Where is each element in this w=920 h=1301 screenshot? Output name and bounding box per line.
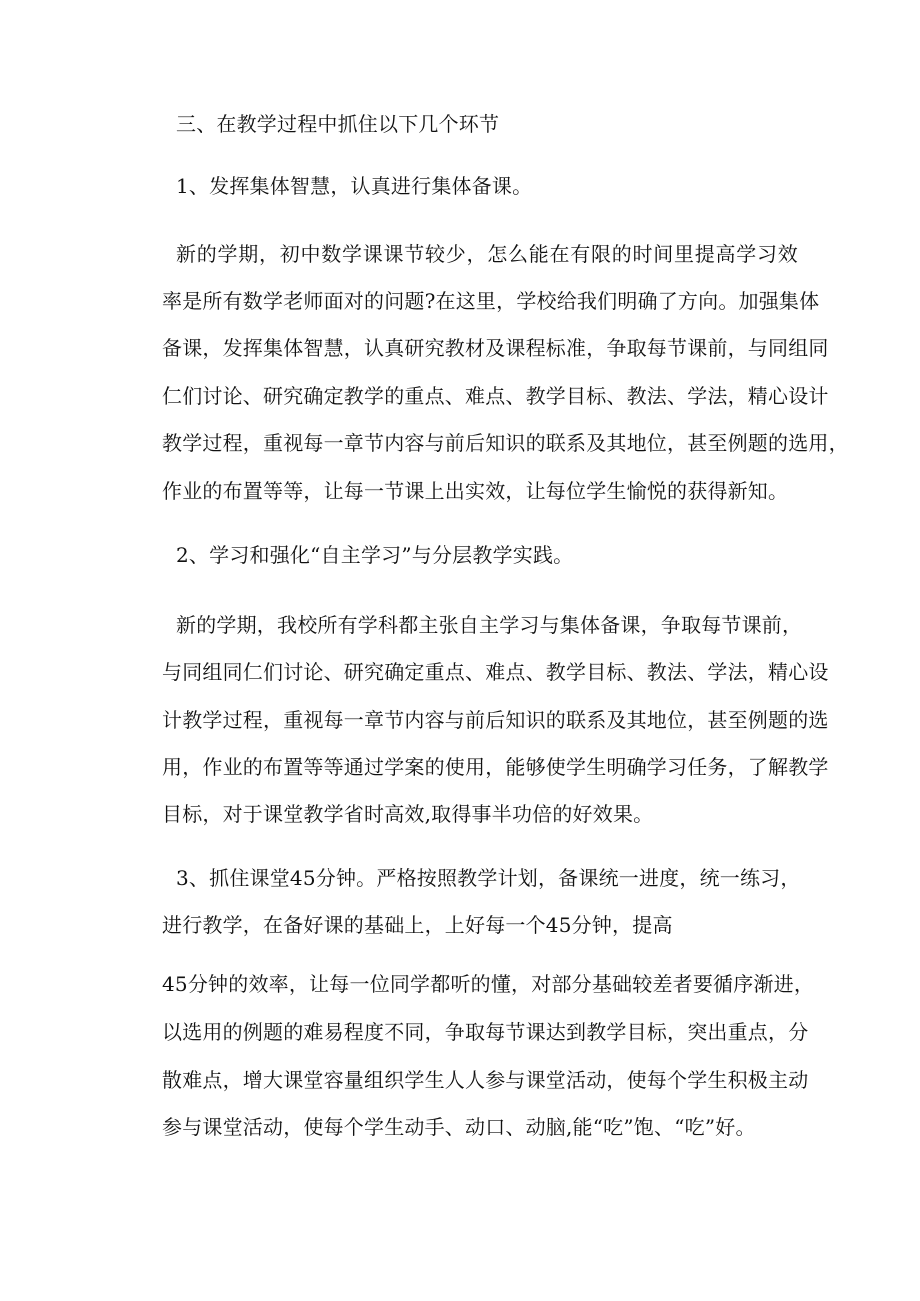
section-1-paragraph-line: 作业的布置等等，让每一节课上出实效，让每位学生愉悦的获得新知。 <box>162 479 789 503</box>
section-3-paragraph-line: 散难点，增大课堂容量组织学生人人参与课堂活动，使每个学生积极主动 <box>162 1068 809 1092</box>
section-2-paragraph-line: 与同组同仁们讨论、研究确定重点、难点、教学目标、教法、学法，精心设 <box>162 660 829 684</box>
section-1-paragraph-line: 仁们讨论、研究确定教学的重点、难点、教学目标、教法、学法，精心设计 <box>162 384 829 408</box>
section-2-title: 2、学习和强化“自主学习”与分层教学实践。 <box>176 543 574 567</box>
section-3-paragraph-line: 参与课堂活动，使每个学生动手、动口、动脑,能“吃”饱、“吃”好。 <box>162 1115 756 1139</box>
section-2-paragraph-line: 目标，对于课堂教学省时高效,取得事半功倍的好效果。 <box>162 802 654 826</box>
section-1-paragraph-line: 新的学期，初中数学课课节较少，怎么能在有限的时间里提高学习效 <box>176 242 798 266</box>
section-1-paragraph-line: 率是所有数学老师面对的问题?在这里，学校给我们明确了方向。加强集体 <box>162 289 820 313</box>
section-3-title-line: 3、抓住课堂45分钟。严格按照教学计划，备课统一进度，统一练习， <box>176 866 801 890</box>
section-1-title: 1、发挥集体智慧，认真进行集体备课。 <box>176 174 533 198</box>
section-3-paragraph-line: 以选用的例题的难易程度不同，争取每节课达到教学目标，突出重点，分 <box>162 1020 809 1044</box>
section-2-paragraph-line: 用，作业的布置等等通过学案的使用，能够使学生明确学习任务，了解教学 <box>162 755 829 779</box>
section-3-title-line: 进行教学，在备好课的基础上，上好每一个45分钟，提高 <box>162 913 673 937</box>
section-3-paragraph-line: 45分钟的效率，让每一位同学都听的懂，对部分基础较差者要循序渐进， <box>162 972 815 996</box>
section-2-paragraph-line: 新的学期，我校所有学科都主张自主学习与集体备课，争取每节课前， <box>176 613 803 637</box>
section-1-paragraph-line: 备课，发挥集体智慧，认真研究教材及课程标准，争取每节课前，与同组同 <box>162 336 829 360</box>
section-2-paragraph-line: 计教学过程，重视每一章节内容与前后知识的联系及其地位，甚至例题的选 <box>162 708 829 732</box>
section-1-paragraph-line: 教学过程，重视每一章节内容与前后知识的联系及其地位，甚至例题的选用， <box>162 431 849 455</box>
section-heading: 三、在教学过程中抓住以下几个环节 <box>176 112 500 136</box>
